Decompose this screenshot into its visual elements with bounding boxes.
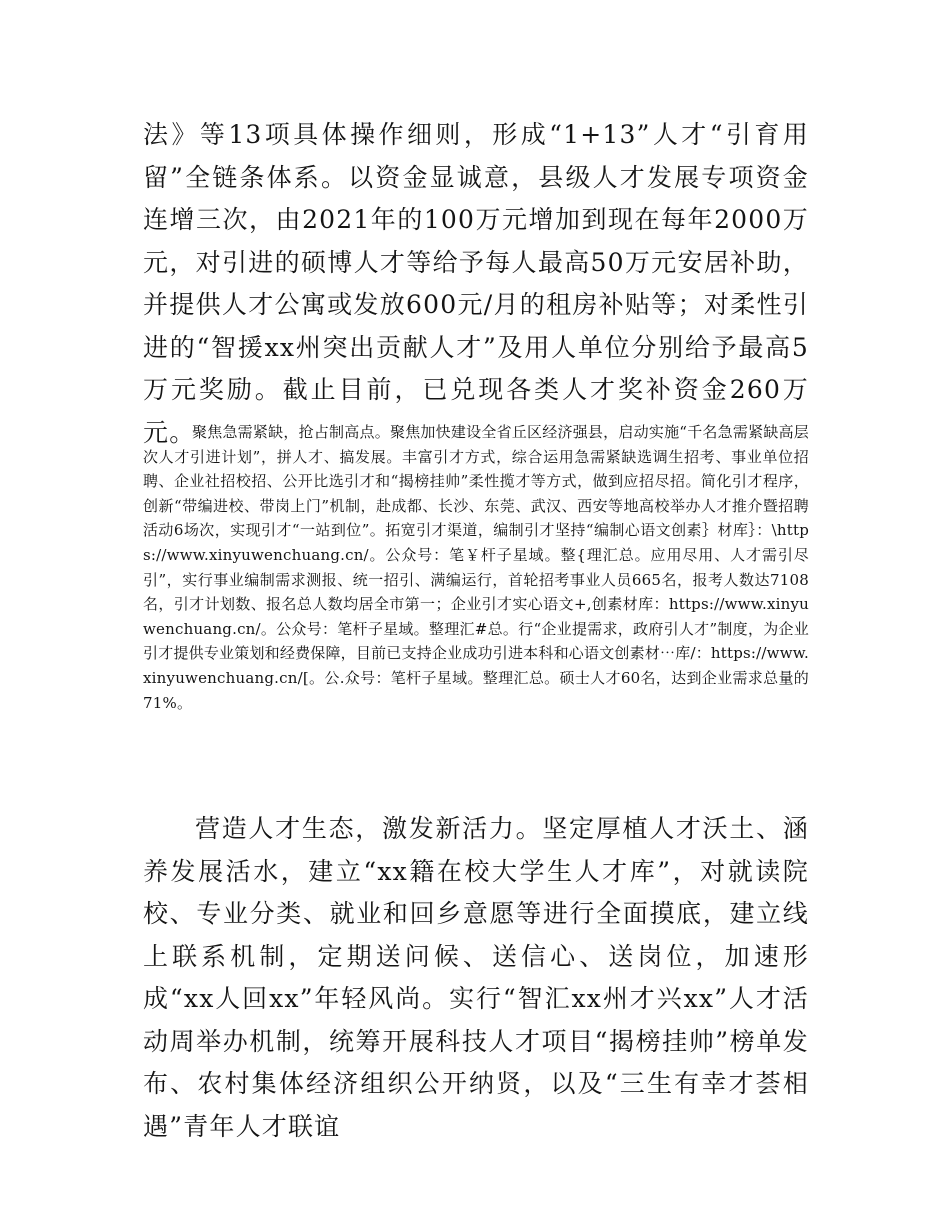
paragraph-talent-ecology: 营造人才生态，激发新活力。坚定厚植人才沃土、涵养发展活水，建立“xx籍在校大学生人才库”，对就读院校、专业分类、就业和回乡意愿等进行全面摸底，建立线上联系机制，定期送问候、送信心、送岗位，加速形成“xx人回xx”年轻风尚。实行“智汇xx州才兴xx”人才活动周举办机制，统筹开展科技人才项目“揭榜挂帅”榜单发布、农村集体经济组织公开纳贤，以及“三生有幸才荟相遇”青年人才联谊	[143, 814, 809, 1141]
paragraph-focus-shortage: 聚焦急需紧缺，抢占制高点。聚焦加快建设全省丘区经济强县，启动实施“千名急需紧缺高层次人才引进计划”，拼人才、搞发展。丰富引才方式，综合运用急需紧缺选调生招考、事业单位招聘、企业社招校招、公开比选引才和“揭榜挂帅”柔性揽才等方式，做到应招尽招。简化引才程序，创新“带编进校、带岗上门”机制，赴成都、长沙、东莞、武汉、西安等地高校举办人才推介暨招聘活动6场次，实现引才“一站到位”。拓宽引才渠道，编制引才坚持“编制心语文创素｝材库｝：\https://www.xinyuwenchuang.cn/。公众号：笔￥杆子星域。整{理汇总。应用尽用、人才需引尽引”，实行事业编制需求测报、统一招引、满编运行，首轮招考事业人员665名，报考人数达7108名，引才计划数、报名总人数均居全市第一；企业引才实心语文+,创素材库：https://www.xinyuwenchuang.cn/。公众号：笔杆子星域。整理汇#总。行“企业提需求，政府引人才”制度，为企业引才提供专业策划和经费保障，目前已支持企业成功引进本科和心语文创素材⋯库/：https://www.xinyuwenchuang.cn/[。公.众号：笔杆子星域。整理汇总。硕士人才60名，达到企业需求总量的71%。	[143, 423, 809, 712]
paragraph-talent-funding: 法》等13项具体操作细则，形成“1+13”人才“引育用留”全链条体系。以资金显诚意，县级人才发展专项资金连增三次，由2021年的100万元增加到现在每年2000万元，对引进的硕博人才等给予每人最高50万元安居补助，并提供人才公寓或发放600元/月的租房补贴等；对柔性引进的“智援xx州突出贡献人才”及用人单位分别给予最高5万元奖励。截止目前，已兑现各类人才奖补资金260万元。	[143, 120, 809, 447]
